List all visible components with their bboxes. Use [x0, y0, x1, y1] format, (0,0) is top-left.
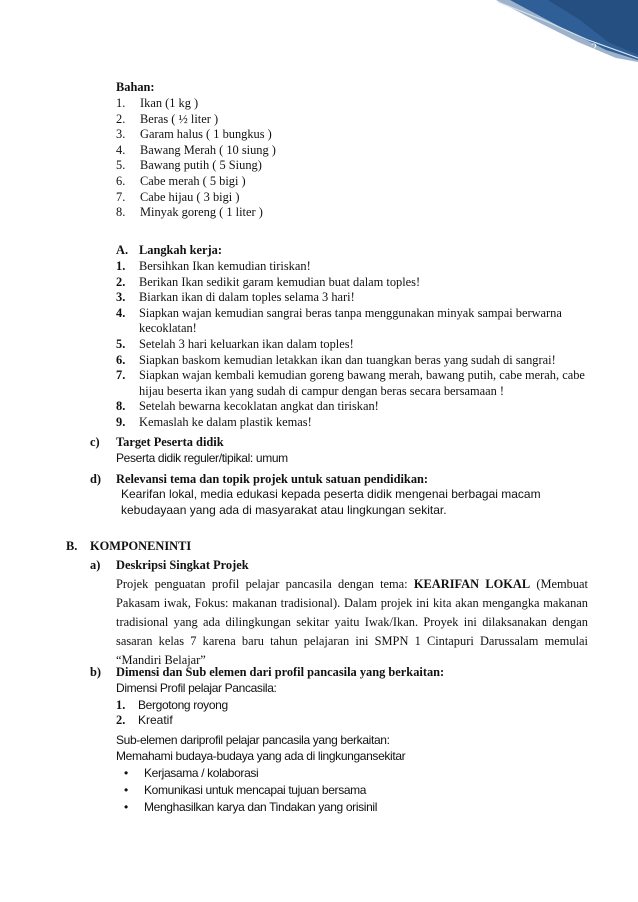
dimensi-item: 2. Kreatif [116, 713, 173, 727]
step-number: 4. [116, 305, 126, 320]
bahan-item-text: Beras ( ½ liter ) [140, 111, 219, 126]
step-text: Setelah bewarna kecoklatan angkat dan tiriskan! [139, 399, 379, 414]
target-letter: c) [90, 435, 100, 449]
target-heading: Target Peserta didik [116, 435, 224, 449]
bahan-item [116, 174, 246, 189]
bahan-item-text: Garam halus ( 1 bungkus ) [140, 127, 272, 142]
bahan-item-text: Minyak goreng ( 1 liter ) [140, 205, 263, 220]
deskripsi-letter: a) [90, 558, 101, 572]
bullet-item [124, 783, 366, 798]
step-number: 2. [116, 274, 126, 289]
bullet-item [124, 766, 258, 781]
target-text: Peserta didik reguler/tipikal: umum [116, 451, 288, 465]
bahan-item [116, 112, 218, 127]
relevansi-heading: Relevansi tema dan topik projek untuk satuan pendidikan: [116, 472, 429, 486]
step-text: Kemaslah ke dalam plastik kemas! [139, 415, 312, 429]
komponen-heading: KOMPONENINTI [90, 539, 192, 553]
bahan-item-number: 5. [116, 158, 126, 173]
relevansi-line-2: kebudayaan yang ada di masyarakat atau lingkungan sekitar. [121, 503, 447, 517]
bahan-item [116, 143, 276, 158]
dimensi-letter: b) [90, 665, 102, 679]
bullet-symbol: • [124, 800, 128, 814]
deskripsi-paragraph [116, 575, 588, 670]
bullet-symbol: • [124, 766, 128, 780]
bullet-item [124, 800, 377, 815]
step-number: 3. [116, 290, 126, 305]
bahan-item-text: Cabe merah ( 5 bigi ) [140, 174, 246, 188]
bahan-item [116, 127, 272, 142]
deskripsi-text-after: (Membuat Pakasam iwak, Fokus: makanan tradisional). Dalam projek ini kita akan mengangka makanan tradisional yang ada dilingkungan sekitar yaitu Iwak/Ikan. Proyek ini dilaksanakan dengan sasaran kelas 7 karena baru tahun pelajaran ini SMPN 1 Cintapuri Darussalam memulai “Mandiri Belajar” [116, 577, 588, 667]
bahan-item [116, 96, 198, 111]
bahan-item-number: 3. [116, 127, 126, 142]
deskripsi-bold-term: KEARIFAN LOKAL [413, 577, 531, 591]
relevansi-line-1: Kearifan lokal, media edukasi kepada peserta didik mengenai berbagai macam [121, 487, 541, 501]
step-number: 7. [116, 368, 126, 383]
bahan-item-number: 2. [116, 111, 126, 126]
bahan-item-number: 7. [116, 189, 126, 204]
step-number: 8. [116, 399, 126, 414]
bahan-item-text: Ikan (1 kg ) [140, 96, 199, 110]
komponen-letter: B. [66, 539, 78, 553]
step-text: Siapkan baskom kemudian letakkan ikan dan tuangkan beras yang sudah di sangrai! [139, 352, 556, 367]
deskripsi-text-before: Projek penguatan profil pelajar pancasila dengan tema: [116, 577, 414, 591]
step-number: 9. [116, 415, 126, 429]
step-text: Setelah 3 hari keluarkan ikan dalam toples! [139, 337, 354, 351]
step-text: hijau beserta ikan yang sudah di campur dengan beras secara bersamaan ! [139, 383, 505, 398]
bullet-text: Komunikasi untuk mencapai tujuan bersama [144, 783, 367, 797]
bahan-item-number: 1. [116, 96, 126, 110]
sub-elemen-title: Sub-elemen dariprofil pelajar pancasila yang berkaitan: [116, 733, 390, 747]
langkah-letter: A. [116, 243, 129, 257]
bahan-item-number: 8. [116, 205, 126, 220]
page-corner-decoration [488, 0, 638, 62]
dimensi-subheading: Dimensi Profil pelajar Pancasila: [116, 681, 277, 695]
sub-elemen-desc: Memahami budaya-budaya yang ada di lingkungansekitar [116, 749, 406, 763]
step-number: 5. [116, 337, 126, 351]
bahan-item [116, 190, 239, 205]
bullet-text: Kerjasama / kolaborasi [144, 766, 259, 780]
bahan-item-number: 6. [116, 174, 126, 188]
step-number: 6. [116, 352, 126, 367]
bahan-heading: Bahan: [116, 80, 155, 94]
step-text: Siapkan wajan kemudian sangrai beras tanpa menggunakan minyak sampai berwarna [139, 305, 562, 320]
langkah-heading: Langkah kerja: [139, 243, 222, 257]
step-text: Biarkan ikan di dalam toples selama 3 hari! [139, 290, 355, 305]
bullet-text: Menghasilkan karya dan Tindakan yang orisinil [144, 800, 378, 814]
page-number: 2 [591, 40, 597, 54]
bahan-item-text: Cabe hijau ( 3 bigi ) [140, 189, 240, 204]
bullet-symbol: • [124, 783, 128, 797]
step-text: Siapkan wajan kembali kemudian goreng bawang merah, bawang putih, cabe merah, cabe [139, 368, 585, 383]
deskripsi-heading: Deskripsi Singkat Projek [116, 558, 249, 572]
dimensi-item: 1. Bergotong royong [116, 698, 228, 712]
bahan-item-text: Bawang putih ( 5 Siung) [140, 158, 262, 173]
relevansi-letter: d) [90, 472, 102, 486]
step-text: Bersihkan Ikan kemudian tiriskan! [139, 259, 311, 273]
step-number: 1. [116, 259, 126, 273]
bahan-item [116, 205, 263, 220]
bahan-item-number: 4. [116, 142, 126, 157]
step-text: kecoklatan! [139, 321, 197, 336]
step-text: Berikan Ikan sedikit garam kemudian buat dalam toples! [139, 274, 421, 289]
dimensi-heading: Dimensi dan Sub elemen dari profil pancasila yang berkaitan: [116, 665, 445, 679]
bahan-item [116, 158, 262, 173]
bahan-item-text: Bawang Merah ( 10 siung ) [140, 142, 276, 157]
